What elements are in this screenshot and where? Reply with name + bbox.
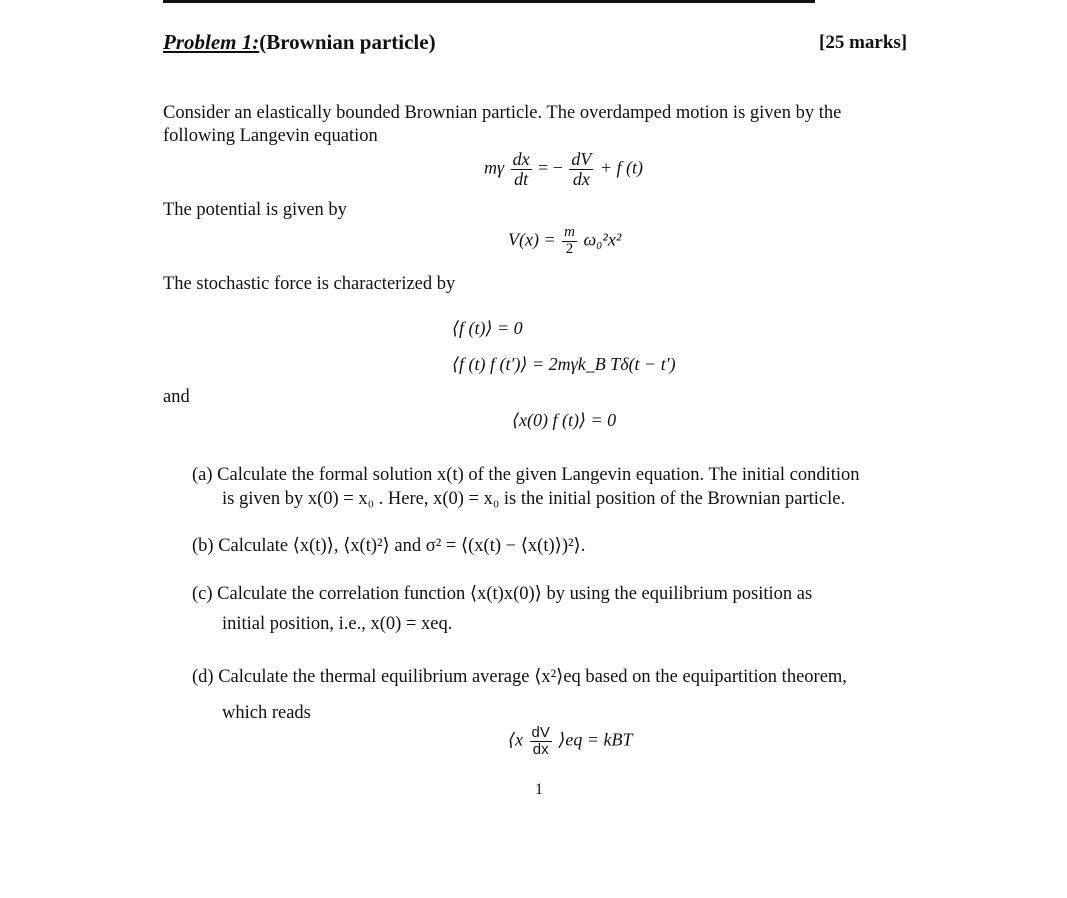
- langevin-equation: [484, 150, 643, 189]
- equipartition-equation: [508, 725, 633, 758]
- equip-rhs: ⟩eq = kBT: [558, 729, 633, 750]
- intro-line-1: Consider an elastically bounded Brownian particle. The overdamped motion is given by the: [163, 103, 842, 123]
- m-over-2-fraction: $\frac{m}{2}$: [564, 224, 575, 257]
- dV-dx-equip-fraction: $\frac{dV}{dx}$: [531, 724, 550, 758]
- question-c-line-2: initial position, i.e., x(0) = xeq.: [222, 614, 453, 634]
- question-a-line-1: (a) Calculate the formal solution x(t) of the given Langevin equation. The initial condition: [192, 465, 860, 485]
- langevin-lhs: mγ: [484, 157, 505, 178]
- force-mean-equation: ⟨f (t)⟩ = 0: [452, 318, 523, 338]
- stochastic-text: The stochastic force is characterized by: [163, 274, 456, 294]
- question-d-line-1: (d) Calculate the thermal equilibrium average ⟨x²⟩eq based on the equipartition theorem,: [192, 667, 847, 687]
- langevin-rhs: + f (t): [599, 157, 644, 178]
- and-text: and: [163, 387, 190, 407]
- question-a-line-2: is given by x(0) = x₀ . Here, x(0) = x₀ is the initial position of the Brownian particle.: [222, 489, 846, 509]
- question-b: (b) Calculate ⟨x(t)⟩, ⟨x(t)²⟩ and σ² = ⟨(x(t) − ⟨x(t)⟩)²⟩.: [192, 536, 586, 556]
- potential-rhs: ω₀²x²: [583, 229, 622, 250]
- page-number: 1: [535, 781, 543, 798]
- dV-dx-fraction: $\frac{dV}{dx}$: [571, 149, 592, 189]
- equip-lhs: ⟨x: [508, 729, 524, 750]
- problem-title: (Brownian particle): [259, 30, 436, 54]
- marks-label: [25 marks]: [819, 32, 908, 53]
- cross-correlation-equation: ⟨x(0) f (t)⟩ = 0: [512, 410, 617, 430]
- problem-label: Problem 1:: [163, 30, 260, 54]
- force-correlation-equation: ⟨f (t) f (t′)⟩ = 2mγk_B Tδ(t − t′): [452, 354, 676, 374]
- question-d-line-2: which reads: [222, 703, 311, 723]
- potential-lhs: V(x) =: [508, 229, 556, 250]
- potential-equation: [508, 225, 621, 258]
- top-rule: [163, 0, 815, 3]
- problem-heading: [163, 30, 436, 55]
- question-c-line-1: (c) Calculate the correlation function ⟨x(t)x(0)⟩ by using the equilibrium position as: [192, 584, 813, 604]
- langevin-equals: = −: [538, 157, 563, 178]
- dx-dt-fraction: $\frac{dx}{dt}$: [512, 149, 530, 189]
- potential-text: The potential is given by: [163, 200, 347, 220]
- intro-line-2: following Langevin equation: [163, 126, 378, 146]
